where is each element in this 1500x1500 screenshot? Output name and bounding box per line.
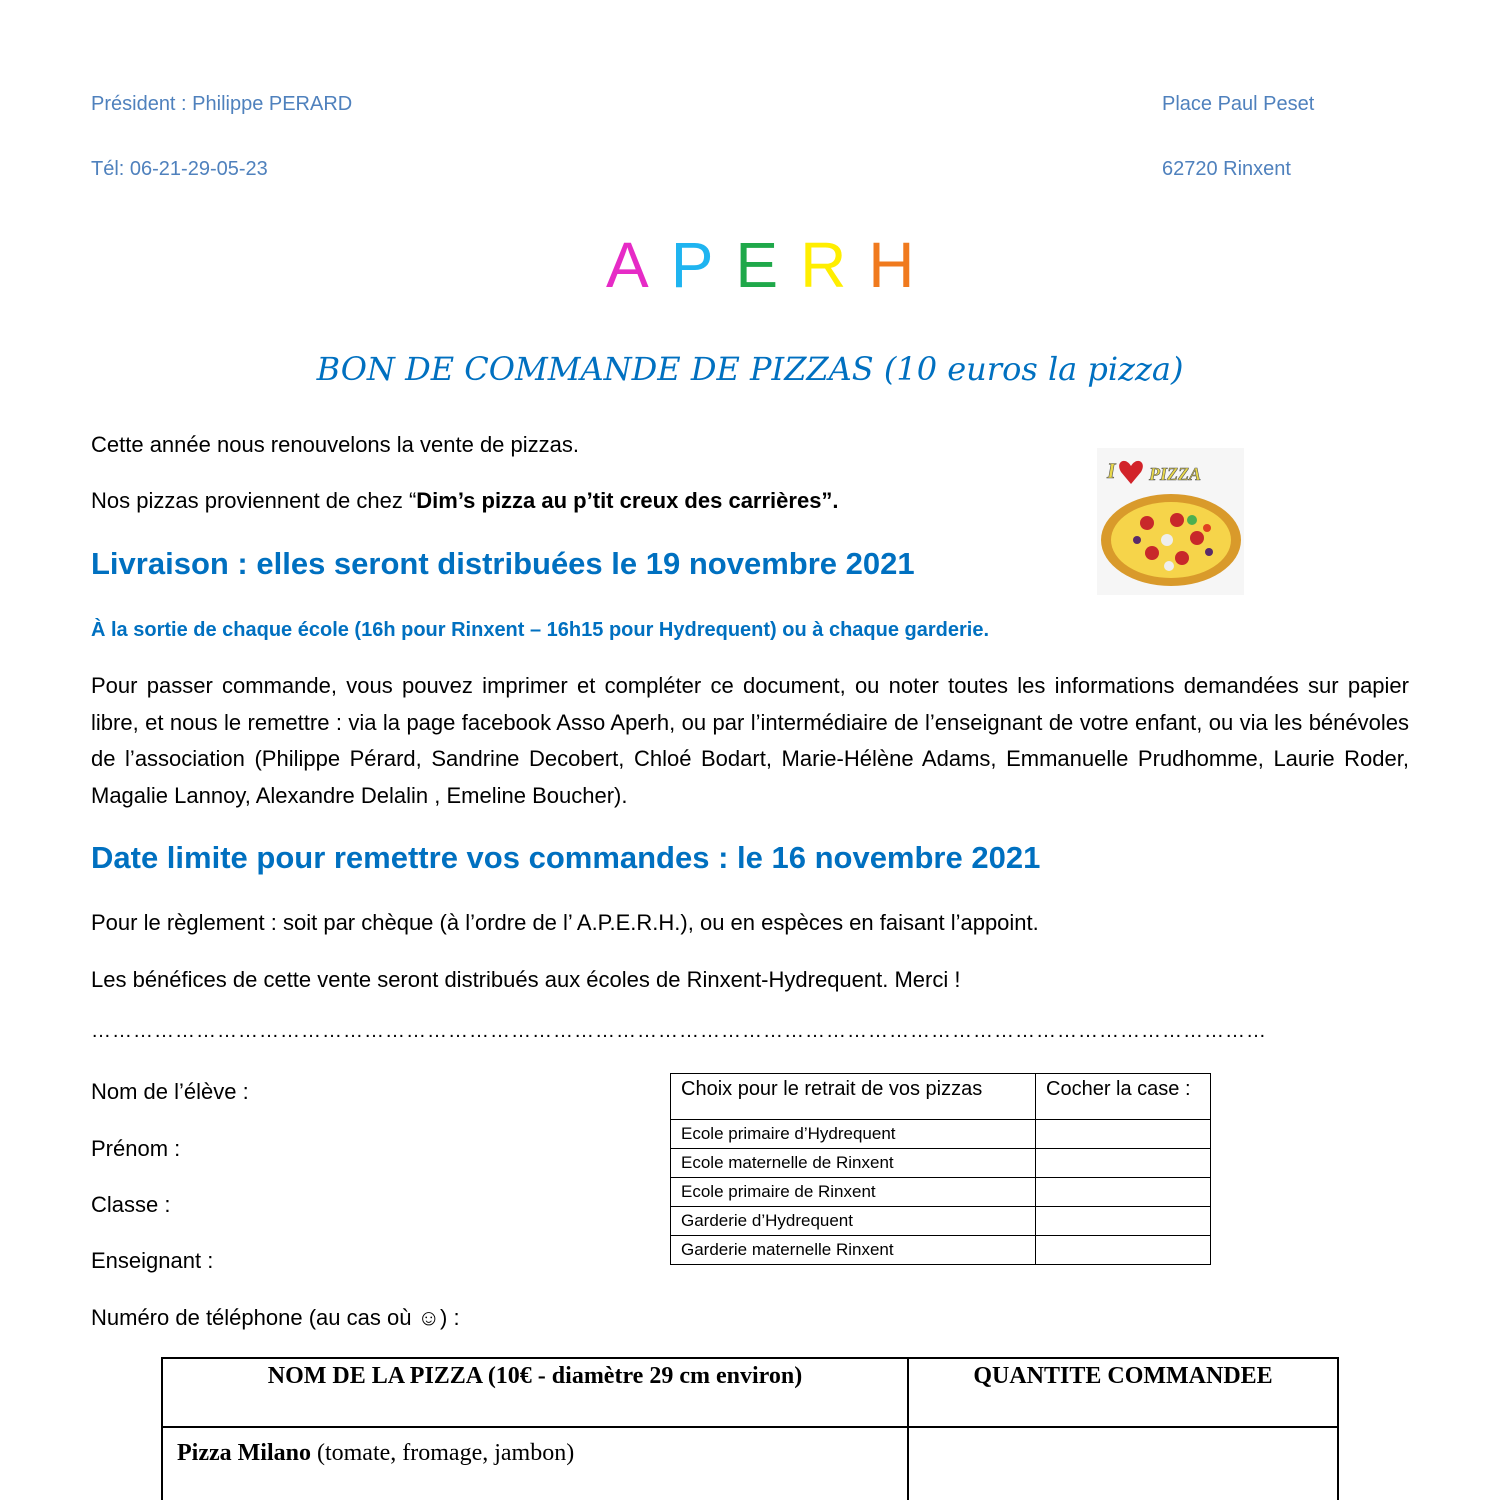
table-row — [162, 1427, 1338, 1500]
pickup-option: Ecole primaire de Rinxent — [671, 1178, 1036, 1207]
checkbox-cell[interactable] — [1036, 1149, 1211, 1178]
intro-line1: Cette année nous renouvelons la vente de pizzas. — [91, 432, 579, 457]
logo-letter: H — [868, 229, 915, 301]
quantity-cell[interactable] — [908, 1427, 1338, 1500]
logo-letter: P — [670, 229, 714, 301]
pickup-option: Ecole primaire d’Hydrequent — [671, 1120, 1036, 1149]
phone-number-label: Numéro de téléphone (au cas où ☺) : — [91, 1305, 460, 1330]
class-label: Classe : — [91, 1192, 171, 1217]
president-text: Président : Philippe PERARD — [91, 93, 353, 115]
pizza-icon — [1097, 448, 1244, 595]
intro-text: Nos pizzas proviennent de chez “ — [91, 488, 417, 513]
pizzeria-name: Dim’s pizza au p’tit creux des carrières”. — [416, 488, 839, 513]
table-header-row — [671, 1074, 1211, 1120]
teacher-label: Enseignant : — [91, 1248, 214, 1273]
column-header: QUANTITE COMMANDEE — [908, 1358, 1338, 1427]
checkbox-cell[interactable] — [1036, 1120, 1211, 1149]
deadline-heading: Date limite pour remettre vos commandes : le 16 novembre 2021 — [91, 840, 1041, 875]
logo-letter: R — [800, 229, 847, 301]
logo-letter: A — [606, 229, 649, 301]
pickup-option: Garderie maternelle Rinxent — [671, 1236, 1036, 1265]
benefits-text: Les bénéfices de cette vente seront distribués aux écoles de Rinxent-Hydrequent. Merci ! — [91, 967, 961, 992]
pizza-ingredients: (tomate, fromage, jambon) — [310, 1440, 575, 1466]
cut-line: …………………………………………………………………………………………………………………………………………………… — [91, 1020, 1267, 1042]
aperh-logo — [606, 228, 937, 302]
i-love-pizza-image — [1097, 448, 1244, 595]
pickup-option: Garderie d’Hydrequent — [671, 1207, 1036, 1236]
pickup-option: Ecole maternelle de Rinxent — [671, 1149, 1036, 1178]
pizza-order-table — [161, 1357, 1339, 1500]
table-row — [671, 1178, 1211, 1207]
checkbox-cell[interactable] — [1036, 1207, 1211, 1236]
payment-text: Pour le règlement : soit par chèque (à l’ordre de l’ A.P.E.R.H.), ou en espèces en faisant l’appoint. — [91, 910, 1039, 935]
intro-line2 — [91, 488, 839, 514]
address-line2: 62720 Rinxent — [1162, 158, 1291, 180]
table-row — [671, 1207, 1211, 1236]
column-header: Choix pour le retrait de vos pizzas — [671, 1074, 1036, 1120]
table-header-row — [162, 1358, 1338, 1427]
checkbox-cell[interactable] — [1036, 1178, 1211, 1207]
table-row — [671, 1236, 1211, 1265]
pickup-choice-table — [670, 1073, 1211, 1265]
address-line1: Place Paul Peset — [1162, 93, 1315, 115]
delivery-subheading: À la sortie de chaque école (16h pour Rinxent – 16h15 pour Hydrequent) ou à chaque garderie. — [91, 619, 989, 641]
logo-letter: E — [735, 229, 779, 301]
table-row — [671, 1120, 1211, 1149]
order-instructions: Pour passer commande, vous pouvez imprimer et compléter ce document, ou noter toutes les informations demandées sur papier libre, et nous le remettre : via la page facebook Asso Aperh, ou par l’intermédiaire de l’enseignant de votre enfant, ou via les bénévoles de l’association (Philippe Pérard, Sandrine Decobert, Chloé Bodart, Marie-Hélène Adams, Emmanuelle Prudhomme, Laurie Roder, Magalie Lannoy, Alexandre Delalin , Emeline Boucher). — [91, 673, 1409, 808]
svg-text:PIZZA: PIZZA — [1149, 464, 1201, 484]
phone-text: Tél: 06-21-29-05-23 — [91, 158, 268, 180]
table-row — [671, 1149, 1211, 1178]
pizza-name-cell — [162, 1427, 908, 1500]
column-header: Cocher la case : — [1036, 1074, 1211, 1120]
checkbox-cell[interactable] — [1036, 1236, 1211, 1265]
document-title: BON DE COMMANDE DE PIZZAS (10 euros la pizza) — [316, 350, 1184, 388]
first-name-label: Prénom : — [91, 1136, 181, 1161]
student-name-label: Nom de l’élève : — [91, 1079, 249, 1104]
delivery-heading: Livraison : elles seront distribuées le 19 novembre 2021 — [91, 546, 915, 581]
pizza-name: Pizza Milano — [177, 1440, 311, 1466]
column-header: NOM DE LA PIZZA (10€ - diamètre 29 cm environ) — [162, 1358, 908, 1427]
svg-text:I: I — [1107, 458, 1116, 483]
